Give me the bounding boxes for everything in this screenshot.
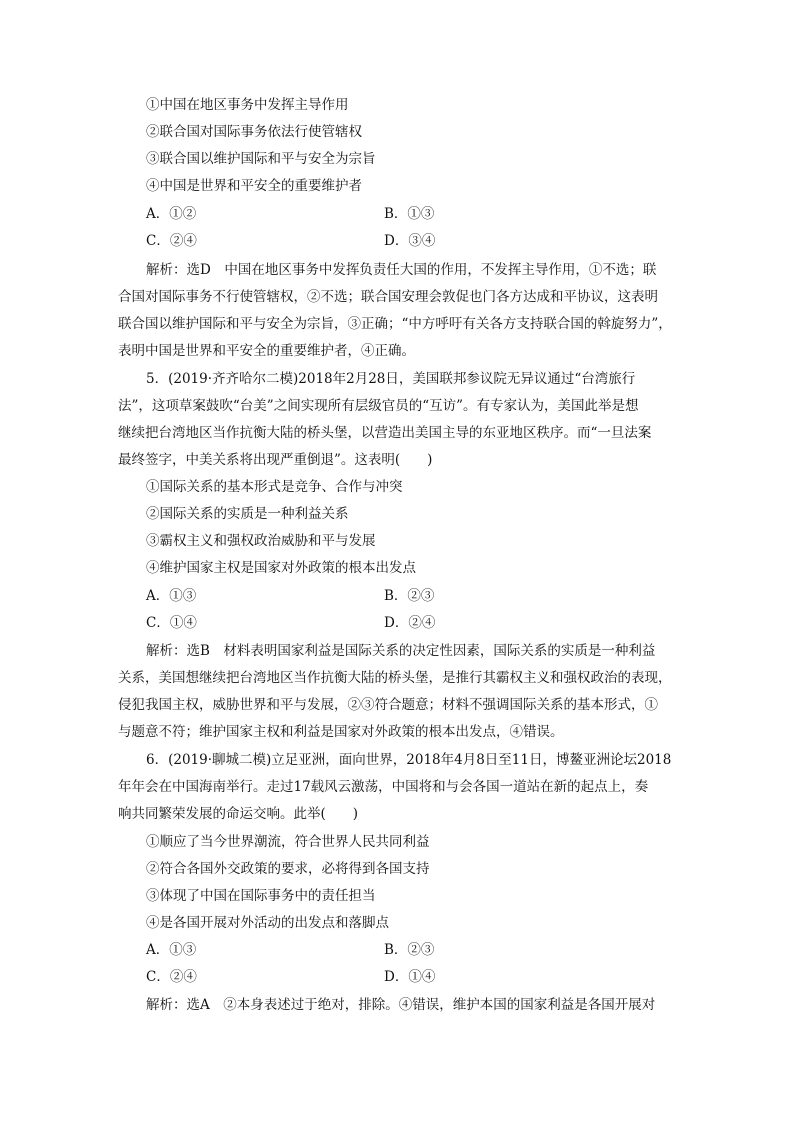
- q5-option-4: ④维护国家主权是国家对外政策的根本出发点: [146, 560, 416, 576]
- q5-stem-line-1: 5．(2019·齐齐哈尔二模)2018年2月28日，美国联邦参议院无异议通过“台湾旅行: [146, 371, 636, 387]
- q6-stem-line-3: 响共同繁荣发展的命运交响。此举( ): [118, 806, 359, 822]
- q5-choice-a: A．①③: [146, 588, 197, 604]
- q4-analysis-line-3: 联合国以维护国际和平与安全为宗旨，③正确；“中方呼吁有关各方支持联合国的斡旋努力”，: [118, 316, 672, 332]
- q4-analysis-line-2: 合国对国际事务不行使管辖权，②不选；联合国安理会敦促也门各方达成和平协议，这表明: [118, 289, 658, 305]
- q6-choice-d: D．①④: [384, 969, 436, 985]
- q5-stem-line-3: 继续把台湾地区当作抗衡大陆的桥头堡，以营造出美国主导的东亚地区秩序。而“一旦法案: [118, 425, 652, 441]
- q6-choice-c: C．②④: [146, 969, 197, 985]
- q5-analysis-line-2: 关系，美国想继续把台湾地区当作抗衡大陆的桥头堡，是推行其霸权主义和强权政治的表现，: [118, 670, 672, 686]
- q4-choice-c: C．②④: [146, 233, 197, 249]
- q6-option-3: ③体现了中国在国际事务中的责任担当: [146, 888, 376, 904]
- q4-analysis-line-4: 表明中国是世界和平安全的重要维护者，④正确。: [118, 343, 415, 359]
- q5-choice-c: C．①④: [146, 615, 197, 631]
- q5-analysis-line-1: 解析：选B 材料表明国家利益是国际关系的决定性因素，国际关系的实质是一种利益: [146, 643, 656, 659]
- q5-choice-d: D．②④: [384, 615, 436, 631]
- q5-analysis-line-3: 侵犯我国主权，威胁世界和平与发展，②③符合题意；材料不强调国际关系的基本形式，①: [118, 697, 658, 713]
- q5-stem-line-2: 法”，这项草案鼓吹“台美”之间实现所有层级官员的“互访”。有专家认为，美国此举是想: [118, 398, 639, 414]
- q5-choice-b: B．②③: [384, 588, 435, 604]
- q6-choice-b: B．②③: [384, 942, 435, 958]
- q6-option-1: ①顺应了当今世界潮流，符合世界人民共同利益: [146, 834, 430, 850]
- q6-option-2: ②符合各国外交政策的要求，必将得到各国支持: [146, 861, 430, 877]
- q4-choice-d: D．③④: [384, 233, 436, 249]
- q6-stem-line-1: 6．(2019·聊城二模)立足亚洲，面向世界，2018年4月8日至11日，博鳌亚洲论坛2018: [146, 752, 672, 768]
- q4-option-4: ④中国是世界和平安全的重要维护者: [146, 178, 362, 194]
- q4-choice-b: B．①③: [384, 206, 435, 222]
- q6-choice-a: A．①③: [146, 942, 197, 958]
- q4-choice-a: A．①②: [146, 206, 197, 222]
- q4-option-2: ②联合国对国际事务依法行使管辖权: [146, 124, 362, 140]
- q6-analysis-line-1: 解析：选A ②本身表述过于绝对，排除。④错误，维护本国的国家利益是各国开展对: [146, 997, 656, 1013]
- q4-option-3: ③联合国以维护国际和平与安全为宗旨: [146, 151, 376, 167]
- q6-stem-line-2: 年年会在中国海南举行。走过17载风云激荡，中国将和与会各国一道站在新的起点上，奏: [118, 779, 649, 795]
- q5-stem-line-4: 最终签字，中美关系将出现严重倒退”。这表明( ): [118, 452, 433, 468]
- q4-analysis-line-1: 解析：选D 中国在地区事务中发挥负责任大国的作用，不发挥主导作用，①不选；联: [146, 262, 657, 278]
- q5-option-1: ①国际关系的基本形式是竞争、合作与冲突: [146, 479, 403, 495]
- q4-option-1: ①中国在地区事务中发挥主导作用: [146, 97, 349, 113]
- q6-option-4: ④是各国开展对外活动的出发点和落脚点: [146, 915, 389, 931]
- q5-option-2: ②国际关系的实质是一种利益关系: [146, 506, 349, 522]
- q5-analysis-line-4: 与题意不符；维护国家主权和利益是国家对外政策的根本出发点，④错误。: [118, 724, 564, 740]
- q5-option-3: ③霸权主义和强权政治威胁和平与发展: [146, 533, 376, 549]
